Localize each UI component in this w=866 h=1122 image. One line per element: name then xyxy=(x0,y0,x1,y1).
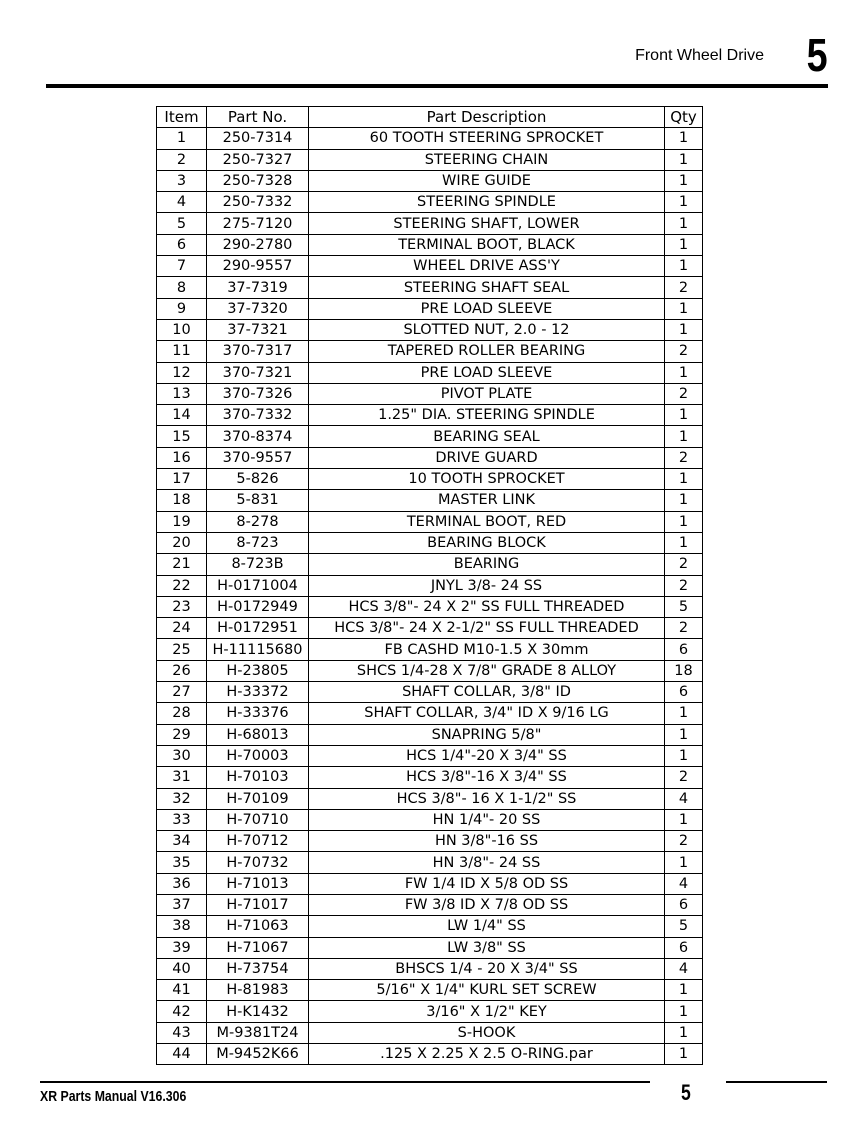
cell-description: SNAPRING 5/8" xyxy=(309,724,665,745)
cell-description: PIVOT PLATE xyxy=(309,383,665,404)
cell-item: 40 xyxy=(157,958,207,979)
table-row xyxy=(157,575,703,596)
table-row xyxy=(157,511,703,532)
table-row xyxy=(157,980,703,1001)
cell-item: 35 xyxy=(157,852,207,873)
table-row xyxy=(157,383,703,404)
table-row xyxy=(157,277,703,298)
cell-qty: 1 xyxy=(665,319,703,340)
cell-qty: 6 xyxy=(665,894,703,915)
table-row xyxy=(157,852,703,873)
table-row xyxy=(157,532,703,553)
cell-qty: 1 xyxy=(665,809,703,830)
table-row xyxy=(157,596,703,617)
table-row xyxy=(157,682,703,703)
table-row xyxy=(157,234,703,255)
cell-part-no: H-70710 xyxy=(207,809,309,830)
cell-item: 3 xyxy=(157,170,207,191)
cell-description: PRE LOAD SLEEVE xyxy=(309,362,665,383)
cell-qty: 6 xyxy=(665,639,703,660)
cell-part-no: H-11115680 xyxy=(207,639,309,660)
column-header-qty: Qty xyxy=(665,107,703,128)
cell-description: HN 3/8"- 24 SS xyxy=(309,852,665,873)
cell-part-no: H-0172951 xyxy=(207,618,309,639)
table-row xyxy=(157,490,703,511)
cell-item: 27 xyxy=(157,682,207,703)
cell-qty: 2 xyxy=(665,831,703,852)
cell-qty: 1 xyxy=(665,980,703,1001)
cell-item: 1 xyxy=(157,128,207,149)
column-header-item: Item xyxy=(157,107,207,128)
cell-description: STEERING SHAFT, LOWER xyxy=(309,213,665,234)
cell-item: 29 xyxy=(157,724,207,745)
table-row xyxy=(157,170,703,191)
cell-description: TERMINAL BOOT, RED xyxy=(309,511,665,532)
cell-qty: 1 xyxy=(665,1044,703,1065)
cell-description: 5/16" X 1/4" KURL SET SCREW xyxy=(309,980,665,1001)
cell-item: 13 xyxy=(157,383,207,404)
cell-qty: 1 xyxy=(665,532,703,553)
cell-qty: 2 xyxy=(665,383,703,404)
table-row xyxy=(157,554,703,575)
cell-description: LW 1/4" SS xyxy=(309,916,665,937)
cell-description: HCS 3/8"- 24 X 2" SS FULL THREADED xyxy=(309,596,665,617)
table-row xyxy=(157,1001,703,1022)
cell-item: 5 xyxy=(157,213,207,234)
cell-part-no: H-K1432 xyxy=(207,1001,309,1022)
table-row xyxy=(157,469,703,490)
cell-qty: 2 xyxy=(665,575,703,596)
table-row xyxy=(157,1022,703,1043)
table-row xyxy=(157,1044,703,1065)
cell-part-no: 370-8374 xyxy=(207,426,309,447)
cell-qty: 1 xyxy=(665,256,703,277)
cell-item: 39 xyxy=(157,937,207,958)
table-row xyxy=(157,447,703,468)
cell-description: BHSCS 1/4 - 20 X 3/4" SS xyxy=(309,958,665,979)
cell-item: 32 xyxy=(157,788,207,809)
cell-description: HCS 3/8"-16 X 3/4" SS xyxy=(309,767,665,788)
cell-description: 10 TOOTH SPROCKET xyxy=(309,469,665,490)
cell-part-no: 8-723 xyxy=(207,532,309,553)
table-row xyxy=(157,149,703,170)
cell-qty: 1 xyxy=(665,362,703,383)
table-row xyxy=(157,256,703,277)
cell-qty: 6 xyxy=(665,937,703,958)
cell-part-no: 370-7317 xyxy=(207,341,309,362)
cell-item: 16 xyxy=(157,447,207,468)
table-row xyxy=(157,405,703,426)
cell-description: HN 3/8"-16 SS xyxy=(309,831,665,852)
column-header-description: Part Description xyxy=(309,107,665,128)
cell-description: FW 3/8 ID X 7/8 OD SS xyxy=(309,894,665,915)
table-row xyxy=(157,937,703,958)
cell-description: TERMINAL BOOT, BLACK xyxy=(309,234,665,255)
table-row xyxy=(157,831,703,852)
cell-description: PRE LOAD SLEEVE xyxy=(309,298,665,319)
cell-item: 31 xyxy=(157,767,207,788)
cell-qty: 2 xyxy=(665,277,703,298)
cell-qty: 1 xyxy=(665,724,703,745)
cell-qty: 1 xyxy=(665,234,703,255)
cell-part-no: H-70003 xyxy=(207,745,309,766)
cell-qty: 2 xyxy=(665,447,703,468)
cell-qty: 2 xyxy=(665,767,703,788)
table-row xyxy=(157,745,703,766)
cell-qty: 1 xyxy=(665,469,703,490)
cell-description: 1.25" DIA. STEERING SPINDLE xyxy=(309,405,665,426)
cell-item: 41 xyxy=(157,980,207,1001)
cell-item: 44 xyxy=(157,1044,207,1065)
cell-item: 33 xyxy=(157,809,207,830)
cell-qty: 5 xyxy=(665,596,703,617)
cell-qty: 5 xyxy=(665,916,703,937)
cell-part-no: 290-9557 xyxy=(207,256,309,277)
cell-description: HCS 3/8"- 16 X 1-1/2" SS xyxy=(309,788,665,809)
cell-item: 4 xyxy=(157,192,207,213)
cell-part-no: 250-7314 xyxy=(207,128,309,149)
cell-item: 23 xyxy=(157,596,207,617)
cell-item: 43 xyxy=(157,1022,207,1043)
cell-part-no: H-71013 xyxy=(207,873,309,894)
footer-rule-right xyxy=(726,1081,827,1083)
table-row xyxy=(157,958,703,979)
cell-part-no: 8-278 xyxy=(207,511,309,532)
cell-part-no: H-70732 xyxy=(207,852,309,873)
cell-description: 60 TOOTH STEERING SPROCKET xyxy=(309,128,665,149)
parts-table-body xyxy=(157,128,703,1065)
cell-part-no: M-9452K66 xyxy=(207,1044,309,1065)
table-row xyxy=(157,724,703,745)
cell-description: S-HOOK xyxy=(309,1022,665,1043)
cell-part-no: 5-831 xyxy=(207,490,309,511)
cell-part-no: 8-723B xyxy=(207,554,309,575)
table-row xyxy=(157,873,703,894)
cell-qty: 1 xyxy=(665,852,703,873)
cell-part-no: H-0172949 xyxy=(207,596,309,617)
cell-qty: 1 xyxy=(665,1022,703,1043)
cell-qty: 4 xyxy=(665,958,703,979)
cell-qty: 4 xyxy=(665,788,703,809)
cell-qty: 1 xyxy=(665,170,703,191)
cell-part-no: H-70109 xyxy=(207,788,309,809)
manual-title: XR Parts Manual V16.306 xyxy=(40,1088,187,1105)
cell-item: 18 xyxy=(157,490,207,511)
cell-part-no: 37-7319 xyxy=(207,277,309,298)
cell-item: 24 xyxy=(157,618,207,639)
cell-item: 17 xyxy=(157,469,207,490)
cell-description: 3/16" X 1/2" KEY xyxy=(309,1001,665,1022)
table-row xyxy=(157,660,703,681)
cell-description: JNYL 3/8- 24 SS xyxy=(309,575,665,596)
cell-item: 9 xyxy=(157,298,207,319)
table-row xyxy=(157,192,703,213)
cell-item: 21 xyxy=(157,554,207,575)
cell-qty: 1 xyxy=(665,1001,703,1022)
cell-description: BEARING BLOCK xyxy=(309,532,665,553)
cell-item: 10 xyxy=(157,319,207,340)
cell-part-no: 5-826 xyxy=(207,469,309,490)
table-row xyxy=(157,767,703,788)
cell-qty: 2 xyxy=(665,341,703,362)
cell-qty: 6 xyxy=(665,682,703,703)
cell-qty: 1 xyxy=(665,426,703,447)
cell-part-no: H-23805 xyxy=(207,660,309,681)
cell-part-no: H-70712 xyxy=(207,831,309,852)
cell-description: STEERING SPINDLE xyxy=(309,192,665,213)
table-row xyxy=(157,362,703,383)
cell-description: SHCS 1/4-28 X 7/8" GRADE 8 ALLOY xyxy=(309,660,665,681)
cell-qty: 1 xyxy=(665,405,703,426)
cell-item: 26 xyxy=(157,660,207,681)
table-row xyxy=(157,916,703,937)
table-row xyxy=(157,319,703,340)
cell-part-no: 37-7320 xyxy=(207,298,309,319)
cell-item: 11 xyxy=(157,341,207,362)
cell-item: 8 xyxy=(157,277,207,298)
cell-description: HCS 1/4"-20 X 3/4" SS xyxy=(309,745,665,766)
cell-item: 19 xyxy=(157,511,207,532)
table-row xyxy=(157,788,703,809)
cell-item: 15 xyxy=(157,426,207,447)
cell-part-no: H-33372 xyxy=(207,682,309,703)
cell-item: 6 xyxy=(157,234,207,255)
cell-part-no: 370-7321 xyxy=(207,362,309,383)
cell-description: WIRE GUIDE xyxy=(309,170,665,191)
cell-description: WHEEL DRIVE ASS'Y xyxy=(309,256,665,277)
cell-qty: 1 xyxy=(665,745,703,766)
table-row xyxy=(157,341,703,362)
cell-description: BEARING xyxy=(309,554,665,575)
cell-item: 34 xyxy=(157,831,207,852)
header-rule xyxy=(46,84,828,88)
table-row xyxy=(157,213,703,234)
cell-qty: 1 xyxy=(665,192,703,213)
cell-item: 38 xyxy=(157,916,207,937)
cell-part-no: M-9381T24 xyxy=(207,1022,309,1043)
cell-part-no: H-71017 xyxy=(207,894,309,915)
table-row xyxy=(157,809,703,830)
table-row xyxy=(157,639,703,660)
table-row xyxy=(157,298,703,319)
footer-rule-left xyxy=(40,1081,650,1083)
parts-table xyxy=(156,106,703,1065)
column-header-part-no: Part No. xyxy=(207,107,309,128)
section-title: Front Wheel Drive xyxy=(635,47,764,64)
cell-item: 37 xyxy=(157,894,207,915)
cell-description: LW 3/8" SS xyxy=(309,937,665,958)
cell-part-no: 370-7326 xyxy=(207,383,309,404)
cell-part-no: 250-7328 xyxy=(207,170,309,191)
cell-qty: 18 xyxy=(665,660,703,681)
cell-item: 25 xyxy=(157,639,207,660)
cell-qty: 4 xyxy=(665,873,703,894)
cell-qty: 1 xyxy=(665,490,703,511)
table-row xyxy=(157,618,703,639)
cell-qty: 1 xyxy=(665,298,703,319)
cell-part-no: 370-7332 xyxy=(207,405,309,426)
table-row xyxy=(157,703,703,724)
cell-item: 30 xyxy=(157,745,207,766)
cell-part-no: H-71063 xyxy=(207,916,309,937)
table-row xyxy=(157,128,703,149)
cell-item: 28 xyxy=(157,703,207,724)
cell-description: .125 X 2.25 X 2.5 O-RING.par xyxy=(309,1044,665,1065)
cell-part-no: 250-7332 xyxy=(207,192,309,213)
cell-description: DRIVE GUARD xyxy=(309,447,665,468)
cell-item: 12 xyxy=(157,362,207,383)
cell-qty: 2 xyxy=(665,618,703,639)
cell-part-no: H-73754 xyxy=(207,958,309,979)
cell-description: STEERING SHAFT SEAL xyxy=(309,277,665,298)
cell-part-no: H-33376 xyxy=(207,703,309,724)
cell-part-no: 37-7321 xyxy=(207,319,309,340)
cell-item: 2 xyxy=(157,149,207,170)
cell-item: 7 xyxy=(157,256,207,277)
cell-description: MASTER LINK xyxy=(309,490,665,511)
cell-qty: 1 xyxy=(665,149,703,170)
cell-part-no: 290-2780 xyxy=(207,234,309,255)
cell-part-no: H-70103 xyxy=(207,767,309,788)
cell-description: FW 1/4 ID X 5/8 OD SS xyxy=(309,873,665,894)
cell-description: HN 1/4"- 20 SS xyxy=(309,809,665,830)
chapter-number: 5 xyxy=(807,29,828,81)
cell-description: BEARING SEAL xyxy=(309,426,665,447)
cell-description: TAPERED ROLLER BEARING xyxy=(309,341,665,362)
table-row xyxy=(157,894,703,915)
cell-description: FB CASHD M10-1.5 X 30mm xyxy=(309,639,665,660)
cell-part-no: H-68013 xyxy=(207,724,309,745)
cell-item: 36 xyxy=(157,873,207,894)
cell-item: 42 xyxy=(157,1001,207,1022)
cell-description: SHAFT COLLAR, 3/4" ID X 9/16 LG xyxy=(309,703,665,724)
table-header-row xyxy=(157,107,703,128)
cell-part-no: 370-9557 xyxy=(207,447,309,468)
cell-qty: 1 xyxy=(665,511,703,532)
cell-description: SHAFT COLLAR, 3/8" ID xyxy=(309,682,665,703)
cell-qty: 1 xyxy=(665,703,703,724)
cell-part-no: H-71067 xyxy=(207,937,309,958)
cell-item: 20 xyxy=(157,532,207,553)
cell-description: STEERING CHAIN xyxy=(309,149,665,170)
cell-item: 22 xyxy=(157,575,207,596)
page-number: 5 xyxy=(681,1080,691,1105)
cell-item: 14 xyxy=(157,405,207,426)
cell-description: SLOTTED NUT, 2.0 - 12 xyxy=(309,319,665,340)
cell-part-no: 275-7120 xyxy=(207,213,309,234)
cell-part-no: H-0171004 xyxy=(207,575,309,596)
cell-qty: 1 xyxy=(665,128,703,149)
table-row xyxy=(157,426,703,447)
cell-part-no: 250-7327 xyxy=(207,149,309,170)
cell-part-no: H-81983 xyxy=(207,980,309,1001)
cell-qty: 2 xyxy=(665,554,703,575)
cell-qty: 1 xyxy=(665,213,703,234)
cell-description: HCS 3/8"- 24 X 2-1/2" SS FULL THREADED xyxy=(309,618,665,639)
